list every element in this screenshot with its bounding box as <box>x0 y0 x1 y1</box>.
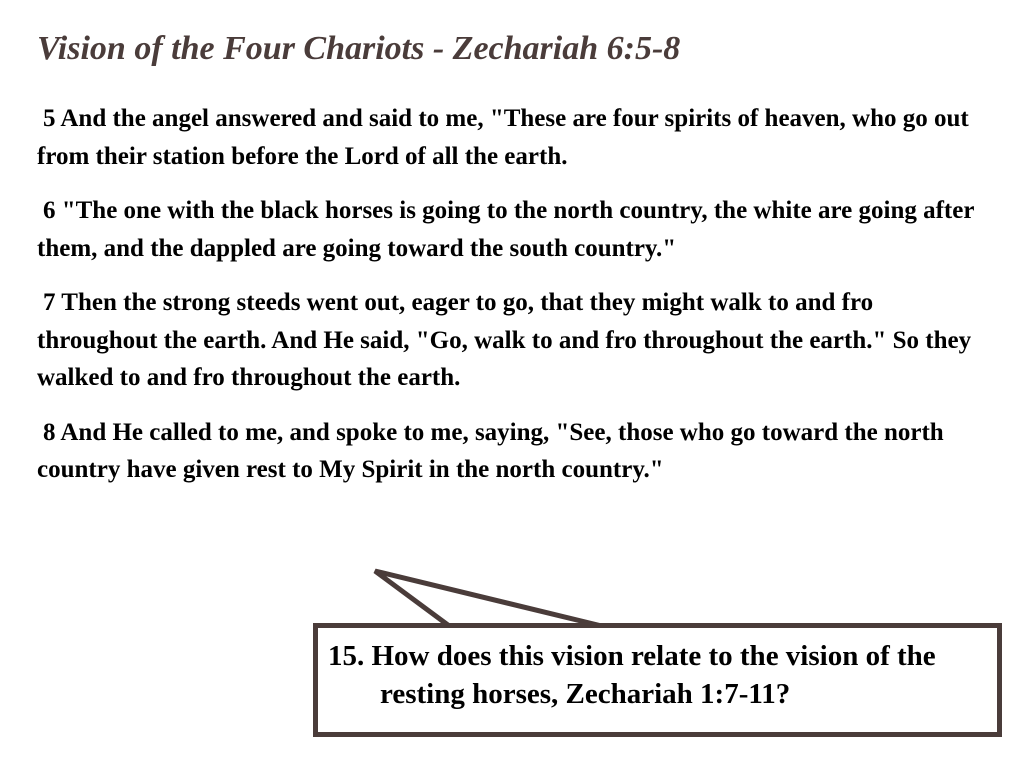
slide-title: Vision of the Four Chariots - Zechariah 6:5-8 <box>37 30 681 67</box>
question-callout <box>313 623 1002 737</box>
verse-7: 7 Then the strong steeds went out, eager to go, that they might walk to and fro throughout the earth. And He said, "Go, walk to and fro throughout the earth." So they walked to and fro throughout the earth. <box>37 289 972 391</box>
verse-5: 5 And the angel answered and said to me, "These are four spirits of heaven, who go out from their station before the Lord of all the earth. <box>37 105 969 170</box>
question-text: 15. How does this vision relate to the vision of the resting horses, Zechariah 1:7-11? <box>328 640 936 710</box>
verse-6: 6 "The one with the black horses is going to the north country, the white are going after them, and the dappled are going toward the south country." <box>37 197 974 262</box>
verse-8: 8 And He called to me, and spoke to me, saying, "See, those who go toward the north country have given rest to My Spirit in the north country." <box>37 418 944 483</box>
